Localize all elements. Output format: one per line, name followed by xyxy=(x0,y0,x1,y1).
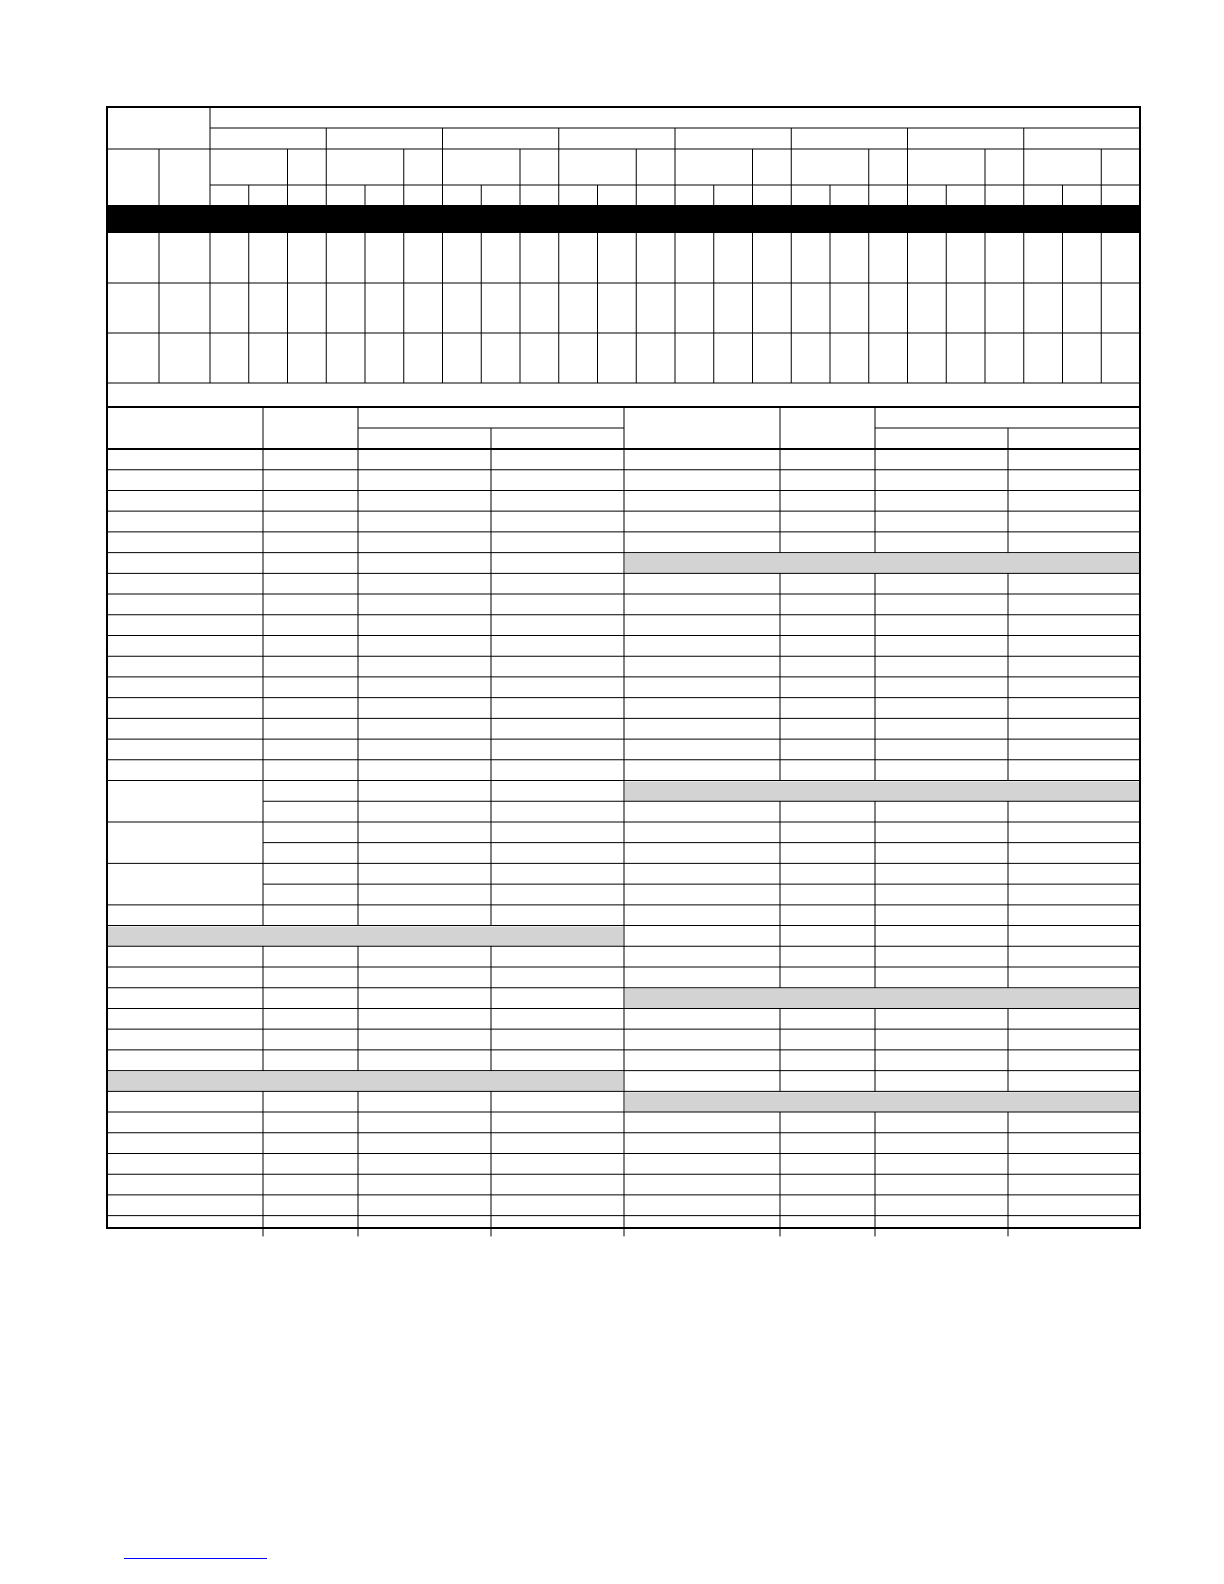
shaded-right-row-26 xyxy=(625,989,1139,1009)
shaded-right-row-5 xyxy=(625,554,1139,574)
lower-grid xyxy=(107,407,1140,1236)
shaded-left-row-23 xyxy=(108,927,623,947)
shaded-right-row-31 xyxy=(625,1092,1139,1112)
upper-grid xyxy=(107,107,1140,407)
footer-link-underline[interactable] xyxy=(124,1558,267,1559)
shaded-right-row-16 xyxy=(625,782,1139,802)
shaded-left-row-30 xyxy=(108,1072,623,1092)
black-header-band xyxy=(107,205,1140,233)
